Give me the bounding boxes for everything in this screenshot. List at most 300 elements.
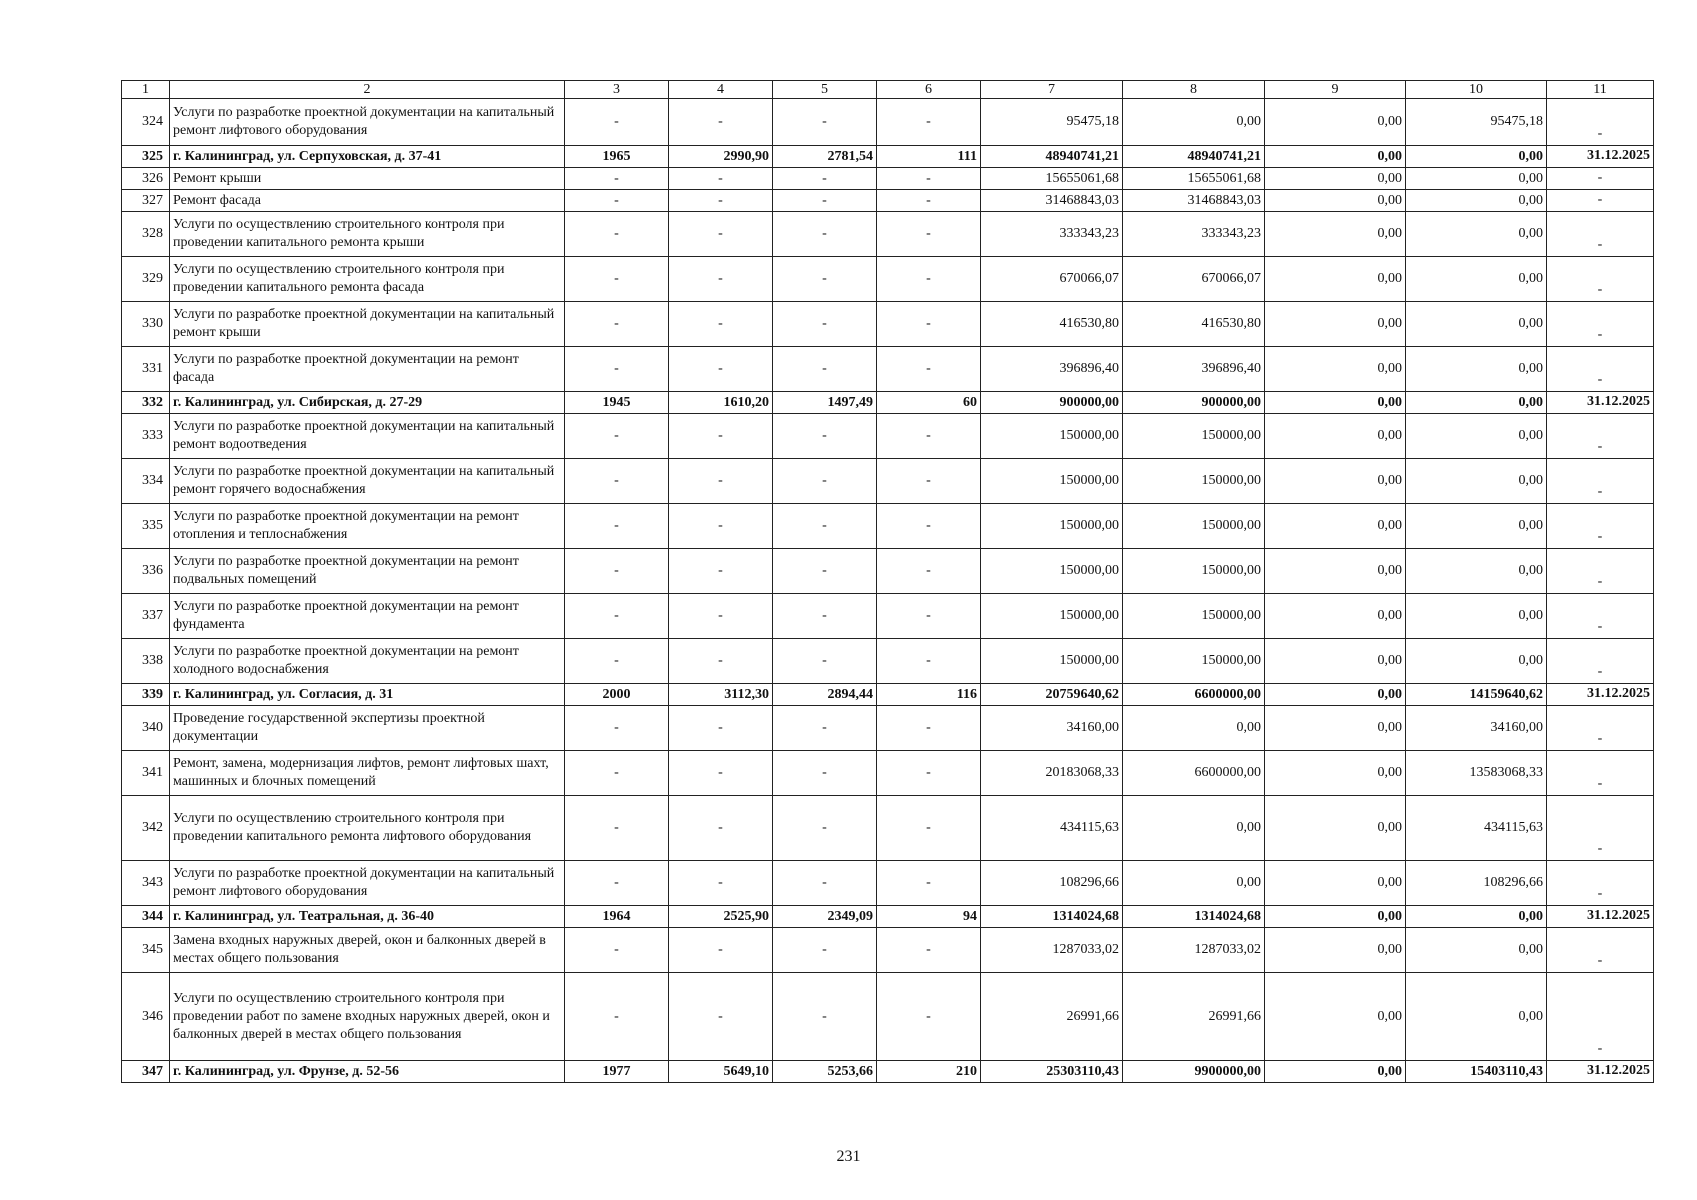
residents-cell: - bbox=[877, 594, 981, 639]
residents-cell: 111 bbox=[877, 146, 981, 168]
area-total-cell: - bbox=[669, 549, 773, 594]
item-name: Услуги по осуществлению строительного контроля при проведении капитального ремонта лифтового оборудования bbox=[170, 796, 565, 861]
cost-total-cell: 31468843,03 bbox=[981, 190, 1123, 212]
year-cell: - bbox=[565, 549, 669, 594]
residents-cell: - bbox=[877, 302, 981, 347]
area-total-cell: - bbox=[669, 257, 773, 302]
cost-total-cell: 108296,66 bbox=[981, 861, 1123, 906]
item-name: Услуги по разработке проектной документации на капитальный ремонт лифтового оборудования bbox=[170, 861, 565, 906]
budget-cell: 0,00 bbox=[1265, 392, 1406, 414]
area-total-cell: - bbox=[669, 99, 773, 146]
item-name: Услуги по разработке проектной документации на капитальный ремонт горячего водоснабжения bbox=[170, 459, 565, 504]
area-total-cell: 5649,10 bbox=[669, 1061, 773, 1083]
owner-funds-cell: 0,00 bbox=[1406, 392, 1547, 414]
cost-total-cell: 150000,00 bbox=[981, 549, 1123, 594]
header-cell: 3 bbox=[565, 81, 669, 99]
deadline-cell: 31.12.2025 bbox=[1547, 1061, 1654, 1083]
owner-funds-cell: 0,00 bbox=[1406, 906, 1547, 928]
fund-cell: 150000,00 bbox=[1123, 414, 1265, 459]
row-number: 343 bbox=[122, 861, 170, 906]
budget-cell: 0,00 bbox=[1265, 751, 1406, 796]
budget-cell: 0,00 bbox=[1265, 549, 1406, 594]
cost-total-cell: 670066,07 bbox=[981, 257, 1123, 302]
table-row bbox=[122, 212, 1654, 257]
deadline-cell: - bbox=[1547, 796, 1654, 861]
area-living-cell: - bbox=[773, 594, 877, 639]
year-cell: - bbox=[565, 302, 669, 347]
cost-total-cell: 150000,00 bbox=[981, 414, 1123, 459]
fund-cell: 0,00 bbox=[1123, 99, 1265, 146]
owner-funds-cell: 14159640,62 bbox=[1406, 684, 1547, 706]
residents-cell: - bbox=[877, 168, 981, 190]
owner-funds-cell: 0,00 bbox=[1406, 257, 1547, 302]
cost-total-cell: 20183068,33 bbox=[981, 751, 1123, 796]
budget-cell: 0,00 bbox=[1265, 639, 1406, 684]
budget-cell: 0,00 bbox=[1265, 1061, 1406, 1083]
item-name: Услуги по разработке проектной документации на ремонт подвальных помещений bbox=[170, 549, 565, 594]
table-row bbox=[122, 973, 1654, 1061]
budget-cell: 0,00 bbox=[1265, 706, 1406, 751]
area-living-cell: - bbox=[773, 549, 877, 594]
year-cell: - bbox=[565, 190, 669, 212]
year-cell: - bbox=[565, 212, 669, 257]
item-name: Ремонт, замена, модернизация лифтов, ремонт лифтовых шахт, машинных и блочных помещений bbox=[170, 751, 565, 796]
area-living-cell: - bbox=[773, 99, 877, 146]
fund-cell: 333343,23 bbox=[1123, 212, 1265, 257]
area-total-cell: - bbox=[669, 861, 773, 906]
residents-cell: 210 bbox=[877, 1061, 981, 1083]
cost-total-cell: 150000,00 bbox=[981, 459, 1123, 504]
item-name: Услуги по разработке проектной документации на капитальный ремонт лифтового оборудования bbox=[170, 99, 565, 146]
owner-funds-cell: 0,00 bbox=[1406, 302, 1547, 347]
area-total-cell: - bbox=[669, 347, 773, 392]
budget-cell: 0,00 bbox=[1265, 168, 1406, 190]
deadline-cell: 31.12.2025 bbox=[1547, 392, 1654, 414]
row-number: 327 bbox=[122, 190, 170, 212]
fund-cell: 670066,07 bbox=[1123, 257, 1265, 302]
year-cell: 2000 bbox=[565, 684, 669, 706]
item-name: Замена входных наружных дверей, окон и балконных дверей в местах общего пользования bbox=[170, 928, 565, 973]
item-name: Ремонт фасада bbox=[170, 190, 565, 212]
table-body bbox=[122, 81, 1654, 1083]
fund-cell: 150000,00 bbox=[1123, 549, 1265, 594]
residents-cell: - bbox=[877, 928, 981, 973]
row-number: 336 bbox=[122, 549, 170, 594]
table-row bbox=[122, 796, 1654, 861]
row-number: 334 bbox=[122, 459, 170, 504]
area-total-cell: - bbox=[669, 639, 773, 684]
residents-cell: - bbox=[877, 706, 981, 751]
year-cell: - bbox=[565, 706, 669, 751]
area-living-cell: - bbox=[773, 928, 877, 973]
cost-total-cell: 150000,00 bbox=[981, 639, 1123, 684]
table-row bbox=[122, 302, 1654, 347]
cost-total-cell: 1314024,68 bbox=[981, 906, 1123, 928]
area-total-cell: - bbox=[669, 414, 773, 459]
residents-cell: - bbox=[877, 549, 981, 594]
table-row bbox=[122, 639, 1654, 684]
cost-total-cell: 900000,00 bbox=[981, 392, 1123, 414]
item-name: г. Калининград, ул. Согласия, д. 31 bbox=[170, 684, 565, 706]
budget-cell: 0,00 bbox=[1265, 146, 1406, 168]
row-number: 333 bbox=[122, 414, 170, 459]
residents-cell: - bbox=[877, 504, 981, 549]
table-row bbox=[122, 257, 1654, 302]
row-number: 340 bbox=[122, 706, 170, 751]
deadline-cell: - bbox=[1547, 99, 1654, 146]
owner-funds-cell: 0,00 bbox=[1406, 459, 1547, 504]
residents-cell: - bbox=[877, 639, 981, 684]
deadline-cell: 31.12.2025 bbox=[1547, 906, 1654, 928]
fund-cell: 26991,66 bbox=[1123, 973, 1265, 1061]
area-living-cell: - bbox=[773, 347, 877, 392]
year-cell: - bbox=[565, 639, 669, 684]
owner-funds-cell: 0,00 bbox=[1406, 190, 1547, 212]
residents-cell: - bbox=[877, 796, 981, 861]
table-row bbox=[122, 706, 1654, 751]
item-name: г. Калининград, ул. Серпуховская, д. 37-41 bbox=[170, 146, 565, 168]
year-cell: - bbox=[565, 168, 669, 190]
cost-total-cell: 434115,63 bbox=[981, 796, 1123, 861]
deadline-cell: - bbox=[1547, 973, 1654, 1061]
deadline-cell: - bbox=[1547, 212, 1654, 257]
fund-cell: 150000,00 bbox=[1123, 639, 1265, 684]
fund-cell: 48940741,21 bbox=[1123, 146, 1265, 168]
budget-cell: 0,00 bbox=[1265, 257, 1406, 302]
table-row bbox=[122, 549, 1654, 594]
year-cell: - bbox=[565, 347, 669, 392]
deadline-cell: - bbox=[1547, 594, 1654, 639]
row-number: 338 bbox=[122, 639, 170, 684]
header-cell: 7 bbox=[981, 81, 1123, 99]
owner-funds-cell: 0,00 bbox=[1406, 504, 1547, 549]
item-name: Услуги по разработке проектной документации на ремонт отопления и теплоснабжения bbox=[170, 504, 565, 549]
header-cell: 11 bbox=[1547, 81, 1654, 99]
table-row bbox=[122, 504, 1654, 549]
row-number: 347 bbox=[122, 1061, 170, 1083]
area-living-cell: 2781,54 bbox=[773, 146, 877, 168]
deadline-cell: - bbox=[1547, 504, 1654, 549]
row-number: 345 bbox=[122, 928, 170, 973]
residents-cell: - bbox=[877, 973, 981, 1061]
area-total-cell: 1610,20 bbox=[669, 392, 773, 414]
fund-cell: 900000,00 bbox=[1123, 392, 1265, 414]
area-living-cell: 2349,09 bbox=[773, 906, 877, 928]
owner-funds-cell: 0,00 bbox=[1406, 594, 1547, 639]
area-living-cell: - bbox=[773, 796, 877, 861]
data-table bbox=[121, 80, 1654, 1083]
area-total-cell: 3112,30 bbox=[669, 684, 773, 706]
residents-cell: 94 bbox=[877, 906, 981, 928]
area-living-cell: 1497,49 bbox=[773, 392, 877, 414]
header-cell: 4 bbox=[669, 81, 773, 99]
row-number: 342 bbox=[122, 796, 170, 861]
header-cell: 5 bbox=[773, 81, 877, 99]
row-number: 341 bbox=[122, 751, 170, 796]
row-number: 335 bbox=[122, 504, 170, 549]
fund-cell: 150000,00 bbox=[1123, 459, 1265, 504]
table-row bbox=[122, 928, 1654, 973]
header-row bbox=[122, 81, 1654, 99]
area-living-cell: - bbox=[773, 706, 877, 751]
area-total-cell: - bbox=[669, 796, 773, 861]
table-row bbox=[122, 1061, 1654, 1083]
cost-total-cell: 26991,66 bbox=[981, 973, 1123, 1061]
owner-funds-cell: 434115,63 bbox=[1406, 796, 1547, 861]
owner-funds-cell: 0,00 bbox=[1406, 414, 1547, 459]
item-name: г. Калининград, ул. Театральная, д. 36-40 bbox=[170, 906, 565, 928]
row-number: 337 bbox=[122, 594, 170, 639]
row-number: 328 bbox=[122, 212, 170, 257]
item-name: Услуги по осуществлению строительного контроля при проведении работ по замене входных наружных дверей, окон и балконных дверей в местах общего пользования bbox=[170, 973, 565, 1061]
item-name: г. Калининград, ул. Фрунзе, д. 52-56 bbox=[170, 1061, 565, 1083]
budget-cell: 0,00 bbox=[1265, 594, 1406, 639]
year-cell: - bbox=[565, 861, 669, 906]
deadline-cell: - bbox=[1547, 751, 1654, 796]
deadline-cell: - bbox=[1547, 302, 1654, 347]
owner-funds-cell: 0,00 bbox=[1406, 168, 1547, 190]
fund-cell: 6600000,00 bbox=[1123, 751, 1265, 796]
year-cell: - bbox=[565, 973, 669, 1061]
fund-cell: 1287033,02 bbox=[1123, 928, 1265, 973]
row-number: 330 bbox=[122, 302, 170, 347]
year-cell: 1965 bbox=[565, 146, 669, 168]
cost-total-cell: 1287033,02 bbox=[981, 928, 1123, 973]
fund-cell: 31468843,03 bbox=[1123, 190, 1265, 212]
budget-cell: 0,00 bbox=[1265, 99, 1406, 146]
residents-cell: - bbox=[877, 751, 981, 796]
year-cell: - bbox=[565, 257, 669, 302]
area-total-cell: - bbox=[669, 594, 773, 639]
owner-funds-cell: 0,00 bbox=[1406, 549, 1547, 594]
row-number: 325 bbox=[122, 146, 170, 168]
residents-cell: 60 bbox=[877, 392, 981, 414]
year-cell: - bbox=[565, 796, 669, 861]
budget-cell: 0,00 bbox=[1265, 684, 1406, 706]
item-name: Услуги по осуществлению строительного контроля при проведении капитального ремонта фасада bbox=[170, 257, 565, 302]
year-cell: - bbox=[565, 504, 669, 549]
fund-cell: 150000,00 bbox=[1123, 504, 1265, 549]
table-row bbox=[122, 347, 1654, 392]
residents-cell: - bbox=[877, 459, 981, 504]
table-row bbox=[122, 99, 1654, 146]
residents-cell: - bbox=[877, 212, 981, 257]
fund-cell: 0,00 bbox=[1123, 861, 1265, 906]
table-row bbox=[122, 594, 1654, 639]
table-row bbox=[122, 168, 1654, 190]
deadline-cell: - bbox=[1547, 459, 1654, 504]
area-total-cell: - bbox=[669, 928, 773, 973]
header-cell: 6 bbox=[877, 81, 981, 99]
fund-cell: 416530,80 bbox=[1123, 302, 1265, 347]
area-living-cell: - bbox=[773, 504, 877, 549]
row-number: 324 bbox=[122, 99, 170, 146]
row-number: 331 bbox=[122, 347, 170, 392]
area-living-cell: - bbox=[773, 190, 877, 212]
data-table-container bbox=[121, 80, 1653, 1083]
row-number: 326 bbox=[122, 168, 170, 190]
row-number: 339 bbox=[122, 684, 170, 706]
residents-cell: - bbox=[877, 99, 981, 146]
residents-cell: 116 bbox=[877, 684, 981, 706]
cost-total-cell: 396896,40 bbox=[981, 347, 1123, 392]
row-number: 344 bbox=[122, 906, 170, 928]
residents-cell: - bbox=[877, 414, 981, 459]
budget-cell: 0,00 bbox=[1265, 302, 1406, 347]
area-total-cell: - bbox=[669, 706, 773, 751]
item-name: Услуги по осуществлению строительного контроля при проведении капитального ремонта крыши bbox=[170, 212, 565, 257]
deadline-cell: - bbox=[1547, 347, 1654, 392]
cost-total-cell: 333343,23 bbox=[981, 212, 1123, 257]
cost-total-cell: 25303110,43 bbox=[981, 1061, 1123, 1083]
deadline-cell: 31.12.2025 bbox=[1547, 146, 1654, 168]
owner-funds-cell: 0,00 bbox=[1406, 639, 1547, 684]
year-cell: - bbox=[565, 751, 669, 796]
area-living-cell: - bbox=[773, 973, 877, 1061]
year-cell: - bbox=[565, 928, 669, 973]
row-number: 346 bbox=[122, 973, 170, 1061]
item-name: Услуги по разработке проектной документации на капитальный ремонт водоотведения bbox=[170, 414, 565, 459]
header-cell: 8 bbox=[1123, 81, 1265, 99]
fund-cell: 6600000,00 bbox=[1123, 684, 1265, 706]
owner-funds-cell: 34160,00 bbox=[1406, 706, 1547, 751]
year-cell: - bbox=[565, 414, 669, 459]
year-cell: - bbox=[565, 459, 669, 504]
page-number: 231 bbox=[836, 1148, 861, 1165]
area-living-cell: - bbox=[773, 168, 877, 190]
budget-cell: 0,00 bbox=[1265, 861, 1406, 906]
area-living-cell: - bbox=[773, 861, 877, 906]
area-total-cell: - bbox=[669, 973, 773, 1061]
area-living-cell: 5253,66 bbox=[773, 1061, 877, 1083]
deadline-cell: - bbox=[1547, 257, 1654, 302]
cost-total-cell: 20759640,62 bbox=[981, 684, 1123, 706]
table-row bbox=[122, 684, 1654, 706]
area-total-cell: - bbox=[669, 212, 773, 257]
owner-funds-cell: 0,00 bbox=[1406, 146, 1547, 168]
year-cell: - bbox=[565, 594, 669, 639]
cost-total-cell: 48940741,21 bbox=[981, 146, 1123, 168]
fund-cell: 0,00 bbox=[1123, 706, 1265, 751]
fund-cell: 9900000,00 bbox=[1123, 1061, 1265, 1083]
header-cell: 10 bbox=[1406, 81, 1547, 99]
table-row bbox=[122, 861, 1654, 906]
deadline-cell: - bbox=[1547, 168, 1654, 190]
area-living-cell: - bbox=[773, 459, 877, 504]
owner-funds-cell: 15403110,43 bbox=[1406, 1061, 1547, 1083]
cost-total-cell: 95475,18 bbox=[981, 99, 1123, 146]
table-row bbox=[122, 906, 1654, 928]
table-row bbox=[122, 414, 1654, 459]
budget-cell: 0,00 bbox=[1265, 504, 1406, 549]
year-cell: 1977 bbox=[565, 1061, 669, 1083]
owner-funds-cell: 0,00 bbox=[1406, 973, 1547, 1061]
budget-cell: 0,00 bbox=[1265, 796, 1406, 861]
budget-cell: 0,00 bbox=[1265, 212, 1406, 257]
year-cell: 1964 bbox=[565, 906, 669, 928]
table-row bbox=[122, 751, 1654, 796]
item-name: Услуги по разработке проектной документации на ремонт холодного водоснабжения bbox=[170, 639, 565, 684]
owner-funds-cell: 13583068,33 bbox=[1406, 751, 1547, 796]
owner-funds-cell: 0,00 bbox=[1406, 928, 1547, 973]
residents-cell: - bbox=[877, 190, 981, 212]
cost-total-cell: 34160,00 bbox=[981, 706, 1123, 751]
area-living-cell: - bbox=[773, 257, 877, 302]
budget-cell: 0,00 bbox=[1265, 928, 1406, 973]
deadline-cell: - bbox=[1547, 861, 1654, 906]
deadline-cell: - bbox=[1547, 190, 1654, 212]
deadline-cell: 31.12.2025 bbox=[1547, 684, 1654, 706]
area-total-cell: - bbox=[669, 168, 773, 190]
area-living-cell: 2894,44 bbox=[773, 684, 877, 706]
cost-total-cell: 416530,80 bbox=[981, 302, 1123, 347]
area-total-cell: - bbox=[669, 751, 773, 796]
area-total-cell: - bbox=[669, 504, 773, 549]
table-row bbox=[122, 146, 1654, 168]
residents-cell: - bbox=[877, 347, 981, 392]
deadline-cell: - bbox=[1547, 706, 1654, 751]
header-cell: 1 bbox=[122, 81, 170, 99]
owner-funds-cell: 108296,66 bbox=[1406, 861, 1547, 906]
header-cell: 2 bbox=[170, 81, 565, 99]
budget-cell: 0,00 bbox=[1265, 459, 1406, 504]
deadline-cell: - bbox=[1547, 928, 1654, 973]
fund-cell: 15655061,68 bbox=[1123, 168, 1265, 190]
fund-cell: 0,00 bbox=[1123, 796, 1265, 861]
year-cell: 1945 bbox=[565, 392, 669, 414]
row-number: 329 bbox=[122, 257, 170, 302]
area-total-cell: - bbox=[669, 190, 773, 212]
budget-cell: 0,00 bbox=[1265, 190, 1406, 212]
header-cell: 9 bbox=[1265, 81, 1406, 99]
area-total-cell: 2525,90 bbox=[669, 906, 773, 928]
item-name: Ремонт крыши bbox=[170, 168, 565, 190]
year-cell: - bbox=[565, 99, 669, 146]
item-name: Услуги по разработке проектной документации на ремонт фундамента bbox=[170, 594, 565, 639]
area-living-cell: - bbox=[773, 751, 877, 796]
deadline-cell: - bbox=[1547, 549, 1654, 594]
cost-total-cell: 150000,00 bbox=[981, 594, 1123, 639]
area-living-cell: - bbox=[773, 414, 877, 459]
area-living-cell: - bbox=[773, 212, 877, 257]
table-row bbox=[122, 190, 1654, 212]
cost-total-cell: 150000,00 bbox=[981, 504, 1123, 549]
owner-funds-cell: 0,00 bbox=[1406, 212, 1547, 257]
residents-cell: - bbox=[877, 861, 981, 906]
budget-cell: 0,00 bbox=[1265, 414, 1406, 459]
item-name: Услуги по разработке проектной документации на ремонт фасада bbox=[170, 347, 565, 392]
cost-total-cell: 15655061,68 bbox=[981, 168, 1123, 190]
budget-cell: 0,00 bbox=[1265, 973, 1406, 1061]
table-row bbox=[122, 392, 1654, 414]
owner-funds-cell: 0,00 bbox=[1406, 347, 1547, 392]
budget-cell: 0,00 bbox=[1265, 347, 1406, 392]
table-row bbox=[122, 459, 1654, 504]
budget-cell: 0,00 bbox=[1265, 906, 1406, 928]
area-living-cell: - bbox=[773, 639, 877, 684]
residents-cell: - bbox=[877, 257, 981, 302]
area-total-cell: - bbox=[669, 459, 773, 504]
item-name: Услуги по разработке проектной документации на капитальный ремонт крыши bbox=[170, 302, 565, 347]
deadline-cell: - bbox=[1547, 639, 1654, 684]
fund-cell: 396896,40 bbox=[1123, 347, 1265, 392]
deadline-cell: - bbox=[1547, 414, 1654, 459]
owner-funds-cell: 95475,18 bbox=[1406, 99, 1547, 146]
area-total-cell: 2990,90 bbox=[669, 146, 773, 168]
fund-cell: 150000,00 bbox=[1123, 594, 1265, 639]
item-name: Проведение государственной экспертизы проектной документации bbox=[170, 706, 565, 751]
area-living-cell: - bbox=[773, 302, 877, 347]
